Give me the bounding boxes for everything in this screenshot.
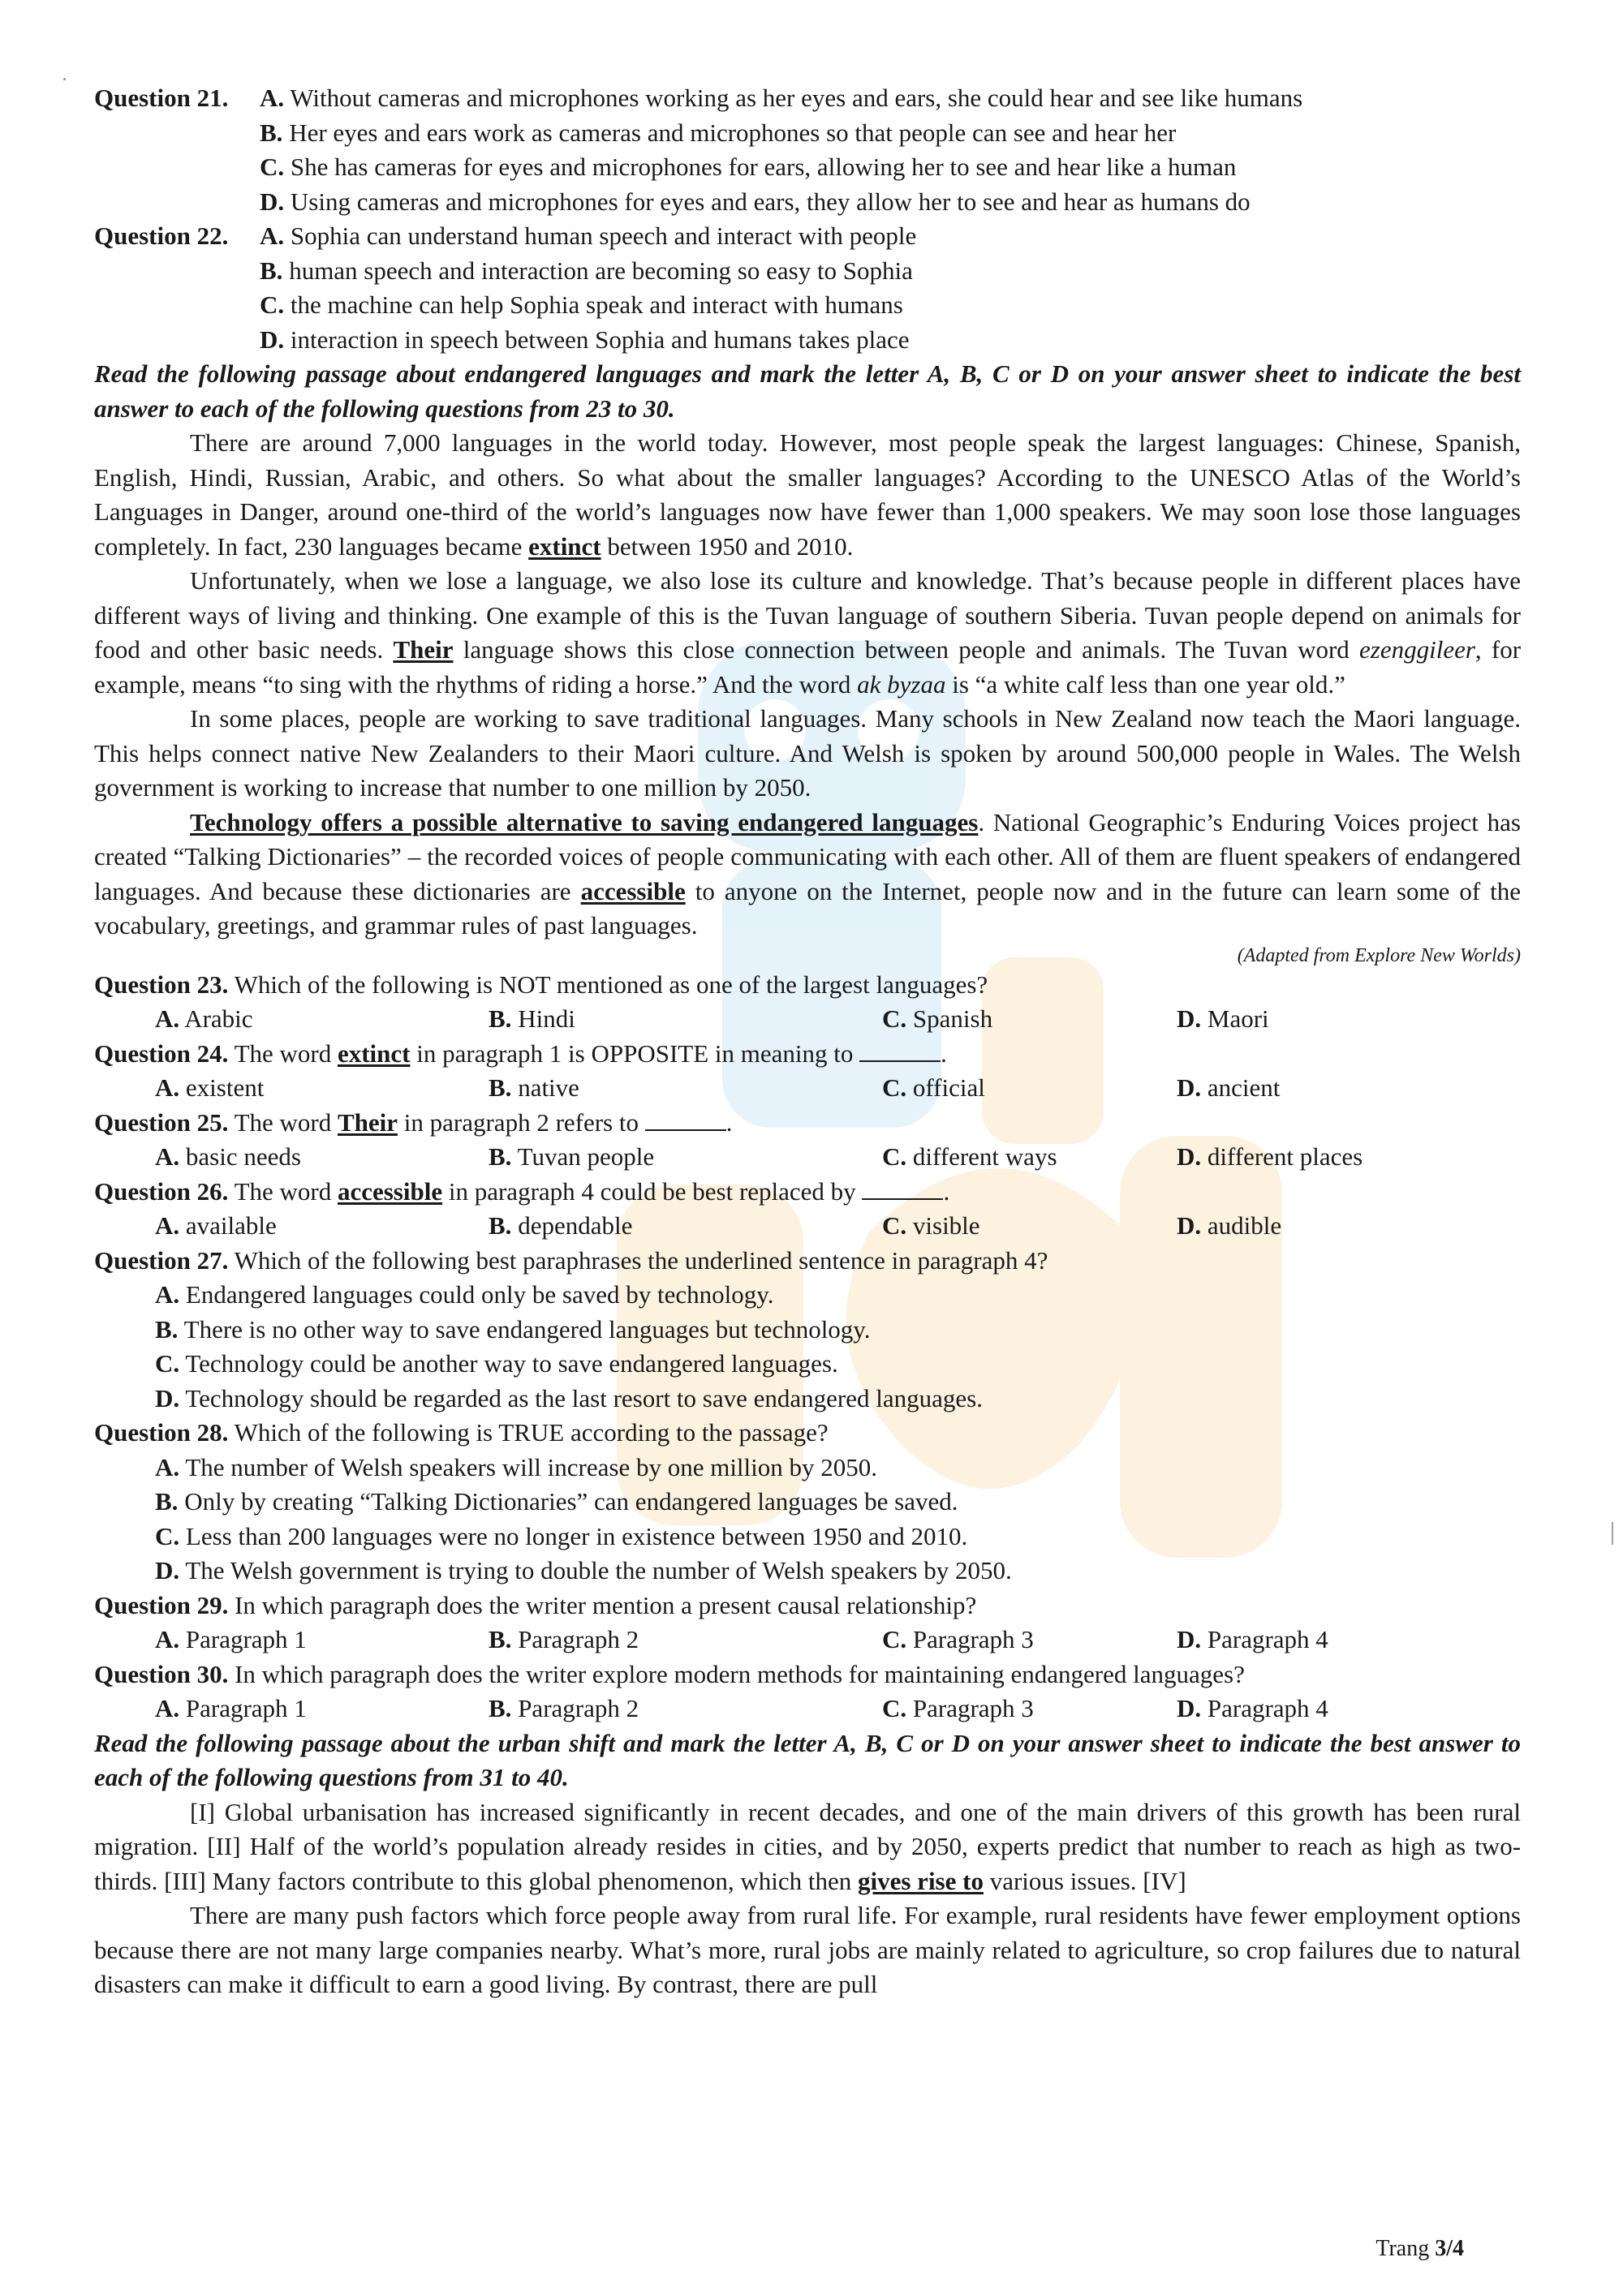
question-21-option-b: B. Her eyes and ears work as cameras and microphones so that people can see and hear her (260, 118, 1177, 147)
passage-1-paragraph-3: In some places, people are working to save traditional languages. Many schools in New Zealand now teach the Maori language. This helps connect native New Zealanders to their Maori culture. And Welsh is spoken by around 500,000 people in Wales. The Welsh government is working to increase that number to one million by 2050. (94, 704, 1521, 802)
passage-1-paragraph-4: Technology offers a possible alternative to saving endangered languages. National Geographic’s Enduring Voices project has created “Talking Dictionaries” – the recorded voices of people communicating with each other. All of them are fluent speakers of endangered languages. And because these dictionaries are accessible to anyone on the Internet, people now and in the future can learn some of the vocabulary, greetings, and grammar rules of past languages. (94, 807, 1522, 939)
question-27-option-a: A. Endangered languages could only be saved by technology. (155, 1280, 774, 1309)
exam-content (94, 81, 1521, 2002)
question-27-option-d: D. Technology should be regarded as the last resort to save endangered languages. (155, 1383, 983, 1412)
question-29-options: A. Paragraph 1 B. Paragraph 2 C. Paragraph 3 D. Paragraph 4 (155, 1625, 1328, 1653)
question-22-option-c: C. the machine can help Sophia speak and interact with humans (260, 290, 903, 319)
question-28-option-b: B. Only by creating “Talking Dictionaries” can endangered languages be saved. (155, 1487, 958, 1516)
instruction-passage-2: Read the following passage about the urban shift and mark the letter A, B, C or D on your answer sheet to indicate the best answer to each of the following questions from 31 to 40. (94, 1728, 1521, 1791)
question-26-options: A. available B. dependable C. visible D. audible (155, 1211, 1282, 1240)
question-24-stem: Question 24. The word extinct in paragraph 1 is OPPOSITE in meaning to . (94, 1038, 947, 1068)
question-23-stem: Question 23. Which of the following is NOT mentioned as one of the largest languages? (94, 970, 988, 999)
question-21-option-a: Question 21. A. Without cameras and microphones working as her eyes and ears, she could hear and see like humans (94, 81, 1521, 116)
underlined-word-their: Their (393, 635, 454, 664)
underlined-phrase-gives-rise-to: gives rise to (858, 1866, 984, 1895)
scan-edge-mark (1612, 1522, 1613, 1545)
question-22-option-a: Question 22. A. Sophia can understand human speech and interact with people (94, 219, 1521, 254)
scan-speck (63, 78, 66, 80)
question-26-stem: Question 26. The word accessible in paragraph 4 could be best replaced by . (94, 1176, 950, 1206)
question-25-stem: Question 25. The word Their in paragraph 2 refers to . (94, 1107, 733, 1137)
source-citation: (Adapted from Explore New Worlds) (1237, 944, 1521, 966)
answer-blank (862, 1176, 943, 1200)
passage-1-paragraph-1: There are around 7,000 languages in the world today. However, most people speak the largest languages: Chinese, Spanish, English, Hindi, Russian, Arabic, and others. So what about the smaller languages? According to the UNESCO Atlas of the World’s Languages in Danger, around one-third of the world’s languages now have fewer than 1,000 speakers. We may soon lose those languages completely. In fact, 230 languages became extinct between 1950 and 2010. (94, 428, 1521, 561)
passage-2-paragraph-2: There are many push factors which force people away from rural life. For example, rural residents have fewer employment options because there are not many large companies nearby. What’s more, rural jobs are mainly related to agriculture, so crop failures due to natural disasters can make it difficult to earn a good living. By contrast, there are pull (94, 1901, 1521, 1998)
underlined-sentence: Technology offers a possible alternative to saving endangered languages (190, 807, 979, 836)
question-24-options: A. existent B. native C. official D. ancient (155, 1073, 1281, 1102)
question-27-option-b: B. There is no other way to save endangered languages but technology. (155, 1314, 871, 1344)
answer-blank (645, 1107, 726, 1131)
question-22-option-d: D. interaction in speech between Sophia and humans takes place (260, 325, 910, 354)
passage-1-paragraph-2: Unfortunately, when we lose a language, we also lose its culture and knowledge. That’s because people in different places have different ways of living and thinking. One example of this is the Tuvan language of southern Siberia. Tuvan people depend on animals for food and other basic needs. Their language shows this close connection between people and animals. The Tuvan word ezenggileer, for example, means “to sing with the rhythms of riding a horse.” And the word ak byzaa is “a white calf less than one year old.” (94, 566, 1522, 699)
question-21-option-c: C. She has cameras for eyes and microphones for ears, allowing her to see and hear like a human (260, 153, 1237, 181)
question-23-options: A. Arabic B. Hindi C. Spanish D. Maori (155, 1004, 1269, 1033)
question-22-option-b: B. human speech and interaction are becoming so easy to Sophia (260, 256, 913, 285)
question-30-options: A. Paragraph 1 B. Paragraph 2 C. Paragraph 3 D. Paragraph 4 (155, 1694, 1328, 1722)
question-28-option-c: C. Less than 200 languages were no longer in existence between 1950 and 2010. (155, 1521, 968, 1550)
question-28-option-a: A. The number of Welsh speakers will increase by one million by 2050. (155, 1452, 878, 1481)
question-28-stem: Question 28. Which of the following is TRUE according to the passage? (94, 1418, 829, 1447)
question-21-label: Question 21. (94, 84, 229, 112)
question-28-option-d: D. The Welsh government is trying to double the number of Welsh speakers by 2050. (155, 1556, 1012, 1584)
question-30-stem: Question 30. In which paragraph does the writer explore modern methods for maintaining endangered languages? (94, 1659, 1245, 1688)
underlined-word-extinct: extinct (528, 531, 601, 561)
question-21-option-d: D. Using cameras and microphones for eyes and ears, they allow her to see and hear as humans do (260, 187, 1251, 216)
answer-blank (859, 1038, 941, 1062)
question-27-option-c: C. Technology could be another way to save endangered languages. (155, 1349, 838, 1378)
question-29-stem: Question 29. In which paragraph does the writer mention a present causal relationship? (94, 1590, 977, 1619)
instruction-passage-1: Read the following passage about endangered languages and mark the letter A, B, C or D on your answer sheet to indicate the best answer to each of the following questions from 23 to 30. (94, 359, 1521, 423)
question-25-options: A. basic needs B. Tuvan people C. different ways D. different places (155, 1142, 1363, 1171)
question-22-label: Question 22. (94, 221, 229, 250)
question-27-stem: Question 27. Which of the following best paraphrases the underlined sentence in paragraph 4? (94, 1245, 1048, 1275)
page-number: Trang 3/4 (1375, 2236, 1464, 2261)
underlined-word-accessible: accessible (580, 876, 686, 905)
passage-2-paragraph-1: [I] Global urbanisation has increased significantly in recent decades, and one of the main drivers of this growth has been rural migration. [II] Half of the world’s population already resides in cities, and by 2050, experts predict that number to reach as high as two-thirds. [III] Many factors contribute to this global phenomenon, which then gives rise to various issues. [IV] (94, 1797, 1522, 1895)
